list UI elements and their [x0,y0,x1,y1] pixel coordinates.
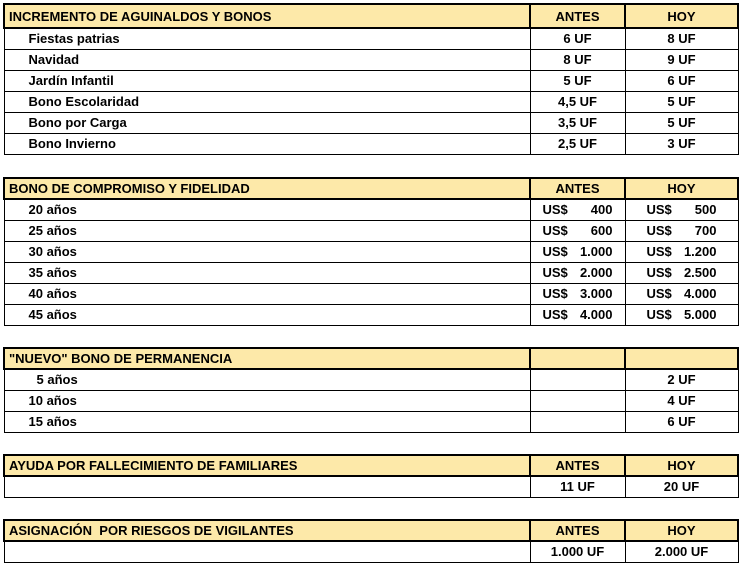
column-header-now: HOY [625,455,738,476]
amount: 500 [694,202,717,218]
bono-permanencia-table [3,347,739,433]
value-before [530,199,625,220]
amount: 2.000 [579,265,613,280]
row-label: 25 años [4,220,530,241]
table-row [4,199,738,220]
table-row [4,241,738,262]
table-row [4,411,738,432]
row-label: Bono Invierno [4,133,530,154]
row-label [4,541,530,562]
column-header-now [625,348,738,369]
amount: 5.000 [683,307,717,322]
amount: 2.500 [683,265,717,280]
value-now [625,283,738,304]
currency-label: US$ [646,265,672,280]
value-now: 6 UF [625,70,738,91]
value-now: 8 UF [625,28,738,49]
value-now [625,262,738,283]
column-header-before: ANTES [530,178,625,199]
row-label: 35 años [4,262,530,283]
value-before: 11 UF [530,476,625,497]
value-before: 3,5 UF [530,112,625,133]
value-now: 2 UF [625,369,738,390]
amount: 3.000 [579,286,613,301]
row-label [4,476,530,497]
table-row [4,262,738,283]
amount: 4.000 [579,307,613,322]
section-title: ASIGNACIÓN POR RIESGOS DE VIGILANTES [4,520,530,541]
value-before [530,411,625,432]
value-now: 6 UF [625,411,738,432]
currency-label: US$ [646,286,672,301]
row-label: 40 años [4,283,530,304]
table-header-row [4,520,738,541]
value-now [625,241,738,262]
value-now [625,220,738,241]
table-row [4,70,738,91]
row-label: Navidad [4,49,530,70]
value-now: 4 UF [625,390,738,411]
table-row [4,476,738,497]
row-label: Bono por Carga [4,112,530,133]
value-before: 4,5 UF [530,91,625,112]
row-label: 5 años [4,369,530,390]
amount: 400 [590,202,613,218]
value-now: 9 UF [625,49,738,70]
table-row [4,369,738,390]
table-header-row [4,348,738,369]
row-label: 45 años [4,304,530,325]
value-now: 5 UF [625,112,738,133]
amount: 4.000 [683,286,717,301]
amount: 1.200 [683,244,717,259]
table-header-row [4,455,738,476]
value-before [530,220,625,241]
table-header-row [4,178,738,199]
section-title: AYUDA POR FALLECIMIENTO DE FAMILIARES [4,455,530,476]
value-now [625,304,738,325]
section-title: INCREMENTO DE AGUINALDOS Y BONOS [4,4,530,28]
table-row [4,28,738,49]
amount: 600 [590,223,613,238]
currency-label: US$ [646,244,672,259]
value-before [530,262,625,283]
column-header-before: ANTES [530,4,625,28]
value-before: 1.000 UF [530,541,625,562]
table-row [4,49,738,70]
table-row [4,91,738,112]
table-row [4,541,738,562]
currency-label: US$ [646,202,672,218]
value-before [530,390,625,411]
compromiso-fidelidad-table [3,177,739,326]
row-label: Bono Escolaridad [4,91,530,112]
row-label: Jardín Infantil [4,70,530,91]
ayuda-fallecimiento-table [3,454,739,498]
table-row [4,220,738,241]
value-now: 5 UF [625,91,738,112]
value-now [625,199,738,220]
table-header-row [4,4,738,28]
currency-label: US$ [542,307,568,322]
value-now: 2.000 UF [625,541,738,562]
currency-label: US$ [542,286,568,301]
riesgos-vigilantes-table [3,519,739,563]
currency-label: US$ [542,244,568,259]
table-row [4,133,738,154]
value-now: 20 UF [625,476,738,497]
currency-label: US$ [646,223,672,238]
value-before [530,241,625,262]
value-before [530,283,625,304]
amount: 700 [694,223,717,238]
row-label: 20 años [4,199,530,220]
table-row [4,304,738,325]
table-row [4,112,738,133]
column-header-before: ANTES [530,520,625,541]
column-header-before [530,348,625,369]
table-row [4,283,738,304]
currency-label: US$ [542,223,568,238]
row-label: 15 años [4,411,530,432]
row-label: Fiestas patrias [4,28,530,49]
value-before [530,304,625,325]
column-header-before: ANTES [530,455,625,476]
section-title: "NUEVO" BONO DE PERMANENCIA [4,348,530,369]
aguinaldos-bonos-table [3,3,739,155]
value-before: 2,5 UF [530,133,625,154]
value-before [530,369,625,390]
currency-label: US$ [542,202,568,218]
currency-label: US$ [646,307,672,322]
column-header-now: HOY [625,178,738,199]
value-before: 8 UF [530,49,625,70]
value-now: 3 UF [625,133,738,154]
column-header-now: HOY [625,4,738,28]
row-label: 30 años [4,241,530,262]
value-before: 6 UF [530,28,625,49]
section-title: BONO DE COMPROMISO Y FIDELIDAD [4,178,530,199]
amount: 1.000 [579,244,613,259]
column-header-now: HOY [625,520,738,541]
table-row [4,390,738,411]
row-label: 10 años [4,390,530,411]
value-before: 5 UF [530,70,625,91]
currency-label: US$ [542,265,568,280]
